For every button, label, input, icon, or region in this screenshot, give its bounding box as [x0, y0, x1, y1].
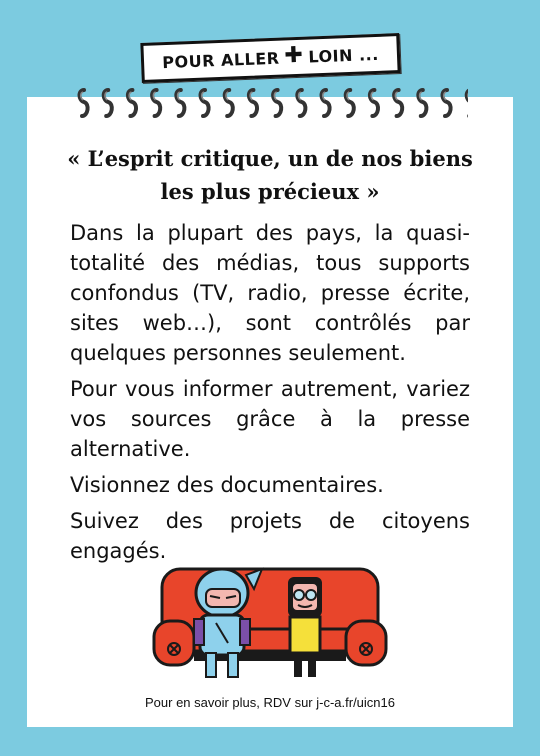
page-title: [34, 142, 506, 208]
banner-label: [140, 33, 400, 83]
spiral-ring: [249, 90, 257, 116]
spiral-ring: [128, 90, 136, 116]
spiral-ring: [394, 90, 402, 116]
paragraph-sources: Pour vous informer autrement, variez vos sources grâce à la presse alternative.: [70, 377, 470, 461]
spiral-ring: [370, 90, 378, 116]
spiral-ring: [346, 90, 354, 116]
spiral-ring: [297, 90, 305, 116]
plus-icon: ✚: [283, 42, 304, 69]
title-line-2: les plus précieux »: [160, 179, 380, 204]
spiral-ring: [80, 90, 88, 116]
banner-left-text: POUR ALLER: [161, 48, 280, 72]
spiral-ring: [225, 90, 233, 116]
spiral-ring: [443, 90, 451, 116]
body-text: [70, 218, 470, 572]
spiral-ring: [322, 90, 330, 116]
paragraph-media: Dans la plupart des pays, la quasi-totalité des médias, tous supports confondus (TV, radio, presse écrite, sites web…), sont contrôlés par quelques personnes seulement.: [70, 221, 470, 365]
spiral-ring: [152, 90, 160, 116]
spiral-ring: [104, 90, 112, 116]
banner-right-text: LOIN ...: [307, 44, 380, 67]
spiral-ring: [273, 90, 281, 116]
spiral-ring: [418, 90, 426, 116]
spiral-binding-icon: [76, 84, 468, 120]
spiral-ring: [201, 90, 209, 116]
spiral-ring: [467, 90, 468, 116]
paragraph-projects: Suivez des projets de citoyens engagés.: [70, 509, 470, 563]
character-girl: [288, 577, 322, 677]
footer-link-text: Pour en savoir plus, RDV sur j-c-a.fr/uicn16: [145, 695, 395, 710]
spiral-ring: [176, 90, 184, 116]
paragraph-documentaries: Visionnez des documentaires.: [70, 473, 384, 497]
couch-characters-illustration: [150, 565, 390, 680]
title-line-1: « L’esprit critique, un de nos biens: [67, 146, 473, 171]
